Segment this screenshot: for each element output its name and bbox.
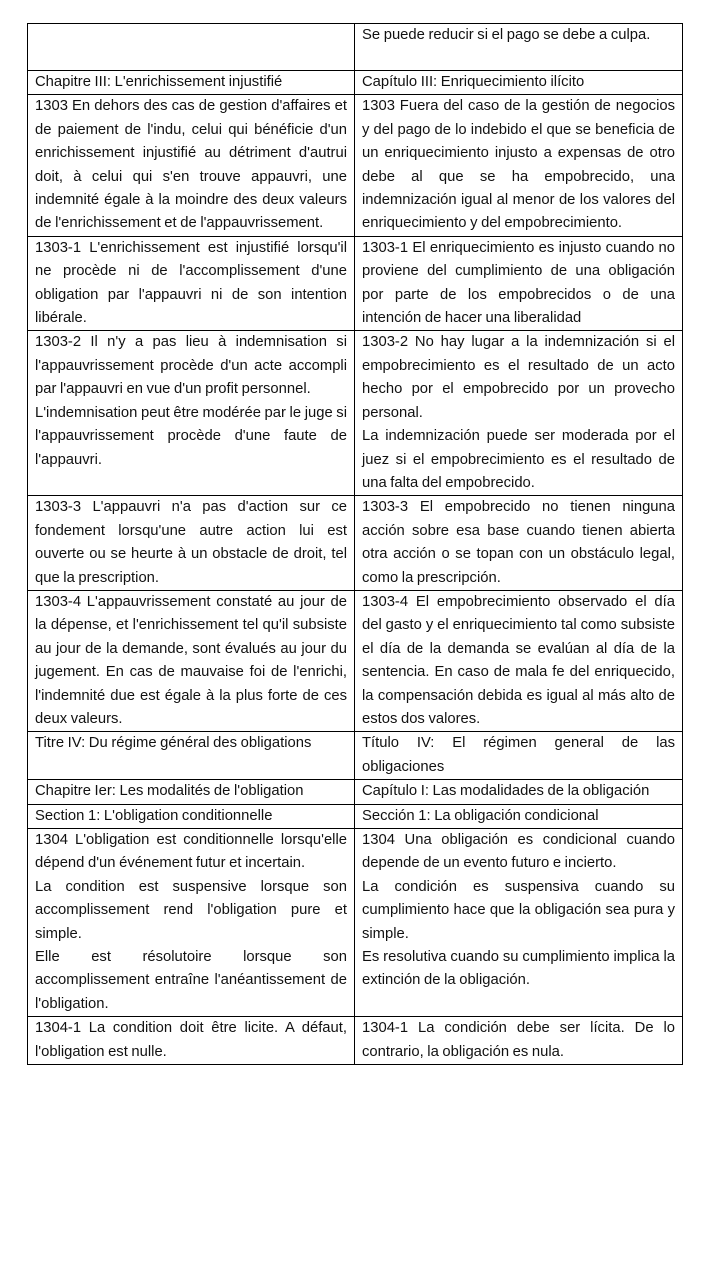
french-text: 1303-2 Il n'y a pas lieu à indemnisation si l'appauvrissement procède d'un acte accompli par l'appauvri en vue d'un profit personnel.	[35, 334, 347, 398]
table-row	[28, 71, 683, 95]
table-row	[28, 236, 683, 331]
french-cell	[28, 331, 355, 496]
french-cell	[28, 590, 355, 731]
spanish-cell	[355, 71, 683, 95]
table-row	[28, 780, 683, 804]
table-row	[28, 1017, 683, 1065]
spanish-text: La condición es suspensiva cuando su cumplimiento hace que la obligación sea pura y simple.	[362, 878, 675, 942]
french-heading: Section 1: L'obligation conditionnelle	[35, 807, 273, 824]
spanish-heading: Sección 1: La obligación condicional	[362, 807, 599, 824]
spanish-cell	[355, 732, 683, 780]
spanish-text: 1303-4 El empobrecimiento observado el día del gasto y el enriquecimiento tal como subsiste el día de la demanda se evalúan al día de la sentencia. En caso de mala fe del enriquecido, la compensación debida es igual al más alto de estos dos valores.	[362, 593, 675, 727]
french-cell	[28, 496, 355, 591]
french-text: Elle est résolutoire lorsque son accomplissement entraîne l'anéantissement de l'obligation.	[35, 949, 347, 1012]
french-text: L'indemnisation peut être modérée par le juge si l'appauvrissement procède d'une faute de l'appauvri.	[35, 404, 347, 468]
french-text: 1304-1 La condition doit être licite. A défaut, l'obligation est nulle.	[35, 1020, 347, 1060]
french-cell	[28, 1017, 355, 1065]
table-row	[28, 24, 683, 71]
table-row	[28, 829, 683, 1017]
spanish-text: La indemnización puede ser moderada por el juez si el empobrecimiento es el resultado de una falta del empobrecido.	[362, 428, 675, 491]
french-heading: Titre IV: Du régime général des obligations	[35, 735, 312, 752]
spanish-text: 1304 Una obligación es condicional cuando depende de un evento futuro e incierto.	[362, 832, 675, 872]
spanish-cell	[355, 95, 683, 236]
spanish-heading: Título IV: El régimen general de las obligaciones	[362, 735, 675, 775]
spanish-text: 1303-3 El empobrecido no tienen ninguna acción sobre esa base cuando tienen abierta otra acción o se topan con un obstáculo legal, como la prescripción.	[362, 499, 675, 586]
spanish-cell	[355, 24, 683, 71]
spanish-text: 1304-1 La condición debe ser lícita. De lo contrario, la obligación es nula.	[362, 1020, 675, 1060]
french-heading: Chapitre Ier: Les modalités de l'obligation	[35, 783, 304, 800]
spanish-cell	[355, 236, 683, 331]
french-text: La condition est suspensive lorsque son accomplissement rend l'obligation pure et simple.	[35, 878, 347, 942]
table-row	[28, 331, 683, 496]
spanish-cell	[355, 1017, 683, 1065]
french-text: 1303-3 L'appauvri n'a pas d'action sur ce fondement lorsqu'une autre action lui est ouverte ou se heurte à un obstacle de droit, tel que la prescription.	[35, 499, 347, 586]
french-cell	[28, 804, 355, 828]
spanish-cell	[355, 804, 683, 828]
spanish-heading: Capítulo III: Enriquecimiento ilícito	[362, 74, 585, 90]
french-cell	[28, 780, 355, 804]
french-cell	[28, 95, 355, 236]
french-cell	[28, 71, 355, 95]
table-row	[28, 590, 683, 731]
table-row	[28, 732, 683, 780]
spanish-text: 1303-1 El enriquecimiento es injusto cuando no proviene del cumplimiento de una obligación por parte de los empobrecidos o de una intención de hacer una liberalidad	[362, 239, 675, 327]
spanish-heading: Capítulo I: Las modalidades de la obligación	[362, 783, 650, 800]
french-text: 1304 L'obligation est conditionnelle lorsqu'elle dépend d'un événement futur et incertain.	[35, 832, 347, 872]
table-row	[28, 804, 683, 828]
spanish-cell	[355, 829, 683, 1017]
french-cell	[28, 236, 355, 331]
spanish-text: 1303 Fuera del caso de la gestión de negocios y del pago de lo indebido el que se beneficia de un enriquecimiento injusto a expensas de otro debe al que se ha empobrecido, una indemnización igual al menor de los valores del enriquecimiento y del empobrecimiento.	[362, 98, 675, 232]
french-heading: Chapitre III: L'enrichissement injustifié	[35, 74, 283, 90]
french-text: 1303 En dehors des cas de gestion d'affaires et de paiement de l'indu, celui qui bénéficie d'un enrichissement injustifié au détriment d'autrui doit, à celui qui s'en trouve appauvri, une indemnité égale à la moindre des deux valeurs de l'enrichissement et de l'appauvrissement.	[35, 98, 347, 232]
table-row	[28, 95, 683, 236]
spanish-text: Es resolutiva cuando su cumplimiento implica la extinción de la obligación.	[362, 949, 675, 989]
spanish-text: 1303-2 No hay lugar a la indemnización si el empobrecimiento es el resultado de un acto hecho por el empobrecido por un provecho personal.	[362, 334, 675, 421]
spanish-text: Se puede reducir si el pago se debe a culpa.	[362, 27, 651, 43]
table-row	[28, 496, 683, 591]
french-text: 1303-4 L'appauvrissement constaté au jour de la dépense, et l'enrichissement tel qu'il subsiste au jour de la demande, sont évalués au jour du jugement. En cas de mauvaise foi de l'enrichi, l'indemnité due est égale à la plus forte de ces deux valeurs.	[35, 593, 347, 727]
french-text: 1303-1 L'enrichissement est injustifié lorsqu'il ne procède ni de l'accomplissement d'une obligation par l'appauvri ni de son intention libérale.	[35, 239, 347, 327]
spanish-cell	[355, 496, 683, 591]
spanish-cell	[355, 590, 683, 731]
french-cell	[28, 829, 355, 1017]
bilingual-law-table	[27, 23, 683, 1065]
spanish-cell	[355, 780, 683, 804]
french-cell	[28, 732, 355, 780]
spanish-cell	[355, 331, 683, 496]
french-cell	[28, 24, 355, 71]
